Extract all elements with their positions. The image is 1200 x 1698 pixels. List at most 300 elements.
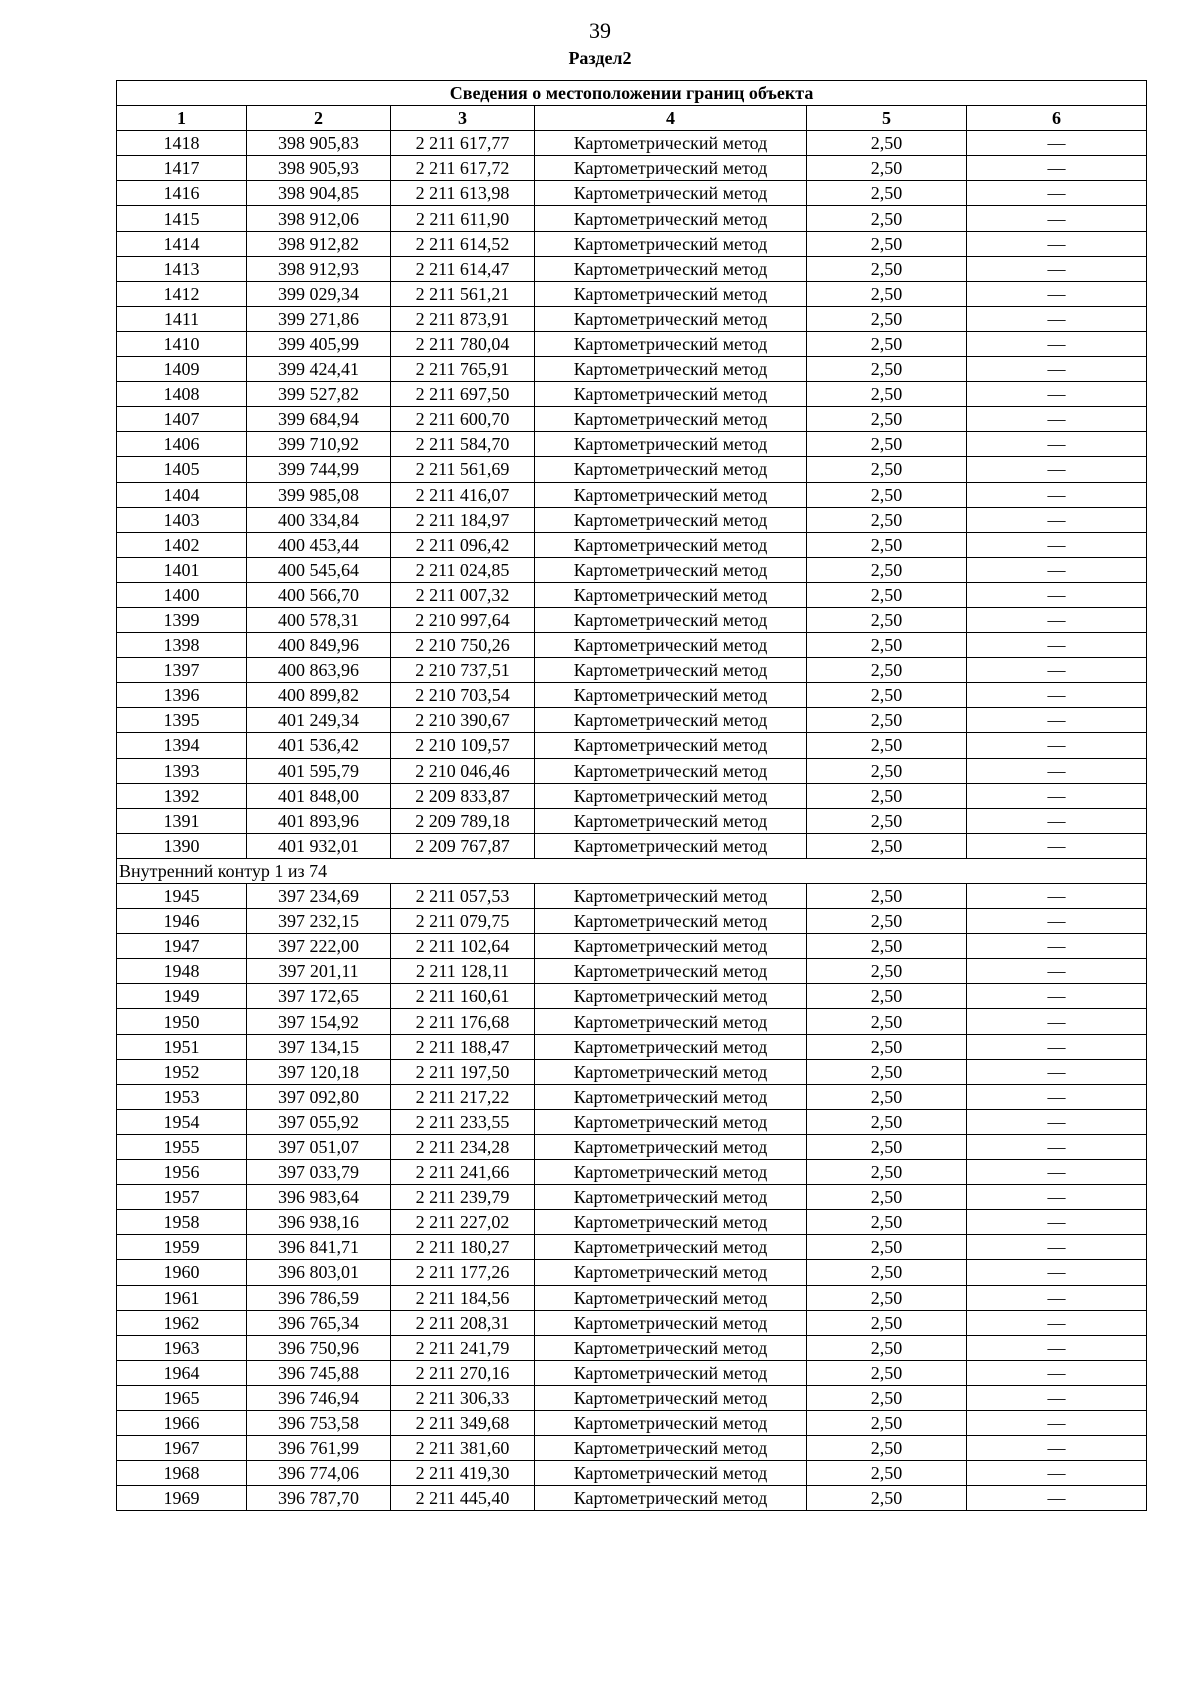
- point-number-cell: 1414: [117, 231, 247, 256]
- point-number-cell: 1964: [117, 1360, 247, 1385]
- x-coordinate-cell: 397 234,69: [247, 884, 391, 909]
- accuracy-cell: 2,50: [807, 407, 967, 432]
- description-cell: —: [967, 1410, 1147, 1435]
- accuracy-cell: 2,50: [807, 708, 967, 733]
- section-title: Раздел2: [568, 48, 632, 68]
- x-coordinate-cell: 401 536,42: [247, 733, 391, 758]
- method-cell: Картометрический метод: [535, 256, 807, 281]
- method-cell: Картометрический метод: [535, 959, 807, 984]
- point-number-cell: 1963: [117, 1335, 247, 1360]
- method-cell: Картометрический метод: [535, 331, 807, 356]
- accuracy-cell: 2,50: [807, 783, 967, 808]
- table-row: [117, 733, 1147, 758]
- description-cell: —: [967, 281, 1147, 306]
- y-coordinate-cell: 2 211 176,68: [391, 1009, 535, 1034]
- description-cell: —: [967, 1009, 1147, 1034]
- y-coordinate-cell: 2 211 227,02: [391, 1210, 535, 1235]
- description-cell: —: [967, 507, 1147, 532]
- accuracy-cell: 2,50: [807, 457, 967, 482]
- point-number-cell: 1397: [117, 658, 247, 683]
- point-number-cell: 1403: [117, 507, 247, 532]
- y-coordinate-cell: 2 211 584,70: [391, 432, 535, 457]
- description-cell: —: [967, 206, 1147, 231]
- description-cell: —: [967, 884, 1147, 909]
- accuracy-cell: 2,50: [807, 1059, 967, 1084]
- method-cell: Картометрический метод: [535, 708, 807, 733]
- accuracy-cell: 2,50: [807, 507, 967, 532]
- y-coordinate-cell: 2 211 096,42: [391, 532, 535, 557]
- accuracy-cell: 2,50: [807, 733, 967, 758]
- y-coordinate-cell: 2 211 617,72: [391, 156, 535, 181]
- x-coordinate-cell: 396 750,96: [247, 1335, 391, 1360]
- point-number-cell: 1959: [117, 1235, 247, 1260]
- method-cell: Картометрический метод: [535, 181, 807, 206]
- accuracy-cell: 2,50: [807, 833, 967, 858]
- method-cell: Картометрический метод: [535, 683, 807, 708]
- y-coordinate-cell: 2 210 997,64: [391, 607, 535, 632]
- y-coordinate-cell: 2 211 177,26: [391, 1260, 535, 1285]
- table-row: [117, 1335, 1147, 1360]
- accuracy-cell: 2,50: [807, 281, 967, 306]
- table-row: [117, 658, 1147, 683]
- description-cell: —: [967, 1285, 1147, 1310]
- x-coordinate-cell: 399 684,94: [247, 407, 391, 432]
- accuracy-cell: 2,50: [807, 984, 967, 1009]
- y-coordinate-cell: 2 210 046,46: [391, 758, 535, 783]
- description-cell: —: [967, 1034, 1147, 1059]
- table-row: [117, 1260, 1147, 1285]
- x-coordinate-cell: 397 120,18: [247, 1059, 391, 1084]
- table-row: [117, 607, 1147, 632]
- method-cell: Картометрический метод: [535, 984, 807, 1009]
- column-header: 5: [807, 106, 967, 131]
- point-number-cell: 1947: [117, 934, 247, 959]
- description-cell: —: [967, 1385, 1147, 1410]
- contour-label-row: [117, 858, 1147, 883]
- point-number-cell: 1390: [117, 833, 247, 858]
- method-cell: Картометрический метод: [535, 1185, 807, 1210]
- table-row: [117, 758, 1147, 783]
- method-cell: Картометрический метод: [535, 1285, 807, 1310]
- y-coordinate-cell: 2 211 241,66: [391, 1160, 535, 1185]
- description-cell: —: [967, 833, 1147, 858]
- description-cell: —: [967, 1185, 1147, 1210]
- description-cell: —: [967, 407, 1147, 432]
- point-number-cell: 1950: [117, 1009, 247, 1034]
- accuracy-cell: 2,50: [807, 959, 967, 984]
- x-coordinate-cell: 397 154,92: [247, 1009, 391, 1034]
- x-coordinate-cell: 401 848,00: [247, 783, 391, 808]
- point-number-cell: 1968: [117, 1461, 247, 1486]
- method-cell: Картометрический метод: [535, 1486, 807, 1511]
- y-coordinate-cell: 2 211 188,47: [391, 1034, 535, 1059]
- x-coordinate-cell: 396 841,71: [247, 1235, 391, 1260]
- table-row: [117, 934, 1147, 959]
- x-coordinate-cell: 400 334,84: [247, 507, 391, 532]
- method-cell: Картометрический метод: [535, 582, 807, 607]
- method-cell: Картометрический метод: [535, 909, 807, 934]
- table-row: [117, 1310, 1147, 1335]
- accuracy-cell: 2,50: [807, 1084, 967, 1109]
- point-number-cell: 1957: [117, 1185, 247, 1210]
- x-coordinate-cell: 398 912,93: [247, 256, 391, 281]
- table-row: [117, 357, 1147, 382]
- y-coordinate-cell: 2 211 197,50: [391, 1059, 535, 1084]
- column-header: 6: [967, 106, 1147, 131]
- point-number-cell: 1962: [117, 1310, 247, 1335]
- table-row: [117, 331, 1147, 356]
- y-coordinate-cell: 2 211 234,28: [391, 1134, 535, 1159]
- boundary-coordinates-table: [116, 80, 1147, 1511]
- x-coordinate-cell: 401 595,79: [247, 758, 391, 783]
- x-coordinate-cell: 399 527,82: [247, 382, 391, 407]
- x-coordinate-cell: 399 271,86: [247, 306, 391, 331]
- method-cell: Картометрический метод: [535, 231, 807, 256]
- x-coordinate-cell: 401 932,01: [247, 833, 391, 858]
- y-coordinate-cell: 2 211 270,16: [391, 1360, 535, 1385]
- table-row: [117, 557, 1147, 582]
- accuracy-cell: 2,50: [807, 683, 967, 708]
- point-number-cell: 1413: [117, 256, 247, 281]
- description-cell: —: [967, 1436, 1147, 1461]
- accuracy-cell: 2,50: [807, 884, 967, 909]
- description-cell: —: [967, 557, 1147, 582]
- x-coordinate-cell: 400 899,82: [247, 683, 391, 708]
- description-cell: —: [967, 1310, 1147, 1335]
- x-coordinate-cell: 396 774,06: [247, 1461, 391, 1486]
- point-number-cell: 1956: [117, 1160, 247, 1185]
- x-coordinate-cell: 397 232,15: [247, 909, 391, 934]
- point-number-cell: 1960: [117, 1260, 247, 1285]
- y-coordinate-cell: 2 211 239,79: [391, 1185, 535, 1210]
- point-number-cell: 1966: [117, 1410, 247, 1435]
- description-cell: —: [967, 331, 1147, 356]
- y-coordinate-cell: 2 211 233,55: [391, 1109, 535, 1134]
- method-cell: Картометрический метод: [535, 557, 807, 582]
- point-number-cell: 1407: [117, 407, 247, 432]
- method-cell: Картометрический метод: [535, 1009, 807, 1034]
- accuracy-cell: 2,50: [807, 181, 967, 206]
- accuracy-cell: 2,50: [807, 909, 967, 934]
- method-cell: Картометрический метод: [535, 658, 807, 683]
- y-coordinate-cell: 2 211 419,30: [391, 1461, 535, 1486]
- table-row: [117, 808, 1147, 833]
- description-cell: —: [967, 783, 1147, 808]
- x-coordinate-cell: 398 904,85: [247, 181, 391, 206]
- accuracy-cell: 2,50: [807, 1335, 967, 1360]
- point-number-cell: 1400: [117, 582, 247, 607]
- accuracy-cell: 2,50: [807, 1285, 967, 1310]
- x-coordinate-cell: 396 938,16: [247, 1210, 391, 1235]
- accuracy-cell: 2,50: [807, 1410, 967, 1435]
- method-cell: Картометрический метод: [535, 281, 807, 306]
- description-cell: —: [967, 1160, 1147, 1185]
- description-cell: —: [967, 708, 1147, 733]
- accuracy-cell: 2,50: [807, 1160, 967, 1185]
- description-cell: —: [967, 909, 1147, 934]
- table-row: [117, 256, 1147, 281]
- column-header: 4: [535, 106, 807, 131]
- point-number-cell: 1408: [117, 382, 247, 407]
- accuracy-cell: 2,50: [807, 633, 967, 658]
- method-cell: Картометрический метод: [535, 1109, 807, 1134]
- method-cell: Картометрический метод: [535, 808, 807, 833]
- method-cell: Картометрический метод: [535, 1059, 807, 1084]
- description-cell: —: [967, 1210, 1147, 1235]
- description-cell: —: [967, 1486, 1147, 1511]
- point-number-cell: 1945: [117, 884, 247, 909]
- point-number-cell: 1949: [117, 984, 247, 1009]
- accuracy-cell: 2,50: [807, 306, 967, 331]
- description-cell: —: [967, 607, 1147, 632]
- table-row: [117, 1109, 1147, 1134]
- table-row: [117, 783, 1147, 808]
- accuracy-cell: 2,50: [807, 758, 967, 783]
- description-cell: —: [967, 683, 1147, 708]
- x-coordinate-cell: 399 405,99: [247, 331, 391, 356]
- method-cell: Картометрический метод: [535, 1260, 807, 1285]
- y-coordinate-cell: 2 211 445,40: [391, 1486, 535, 1511]
- x-coordinate-cell: 396 786,59: [247, 1285, 391, 1310]
- x-coordinate-cell: 399 710,92: [247, 432, 391, 457]
- y-coordinate-cell: 2 211 561,69: [391, 457, 535, 482]
- description-cell: —: [967, 357, 1147, 382]
- table-row: [117, 984, 1147, 1009]
- description-cell: —: [967, 382, 1147, 407]
- point-number-cell: 1954: [117, 1109, 247, 1134]
- y-coordinate-cell: 2 210 703,54: [391, 683, 535, 708]
- table-body: [117, 131, 1147, 1511]
- description-cell: —: [967, 457, 1147, 482]
- y-coordinate-cell: 2 211 024,85: [391, 557, 535, 582]
- description-cell: —: [967, 582, 1147, 607]
- method-cell: Картометрический метод: [535, 206, 807, 231]
- point-number-cell: 1418: [117, 131, 247, 156]
- point-number-cell: 1395: [117, 708, 247, 733]
- y-coordinate-cell: 2 210 109,57: [391, 733, 535, 758]
- method-cell: Картометрический метод: [535, 1084, 807, 1109]
- y-coordinate-cell: 2 211 057,53: [391, 884, 535, 909]
- description-cell: —: [967, 1235, 1147, 1260]
- y-coordinate-cell: 2 211 611,90: [391, 206, 535, 231]
- method-cell: Картометрический метод: [535, 1461, 807, 1486]
- method-cell: Картометрический метод: [535, 131, 807, 156]
- x-coordinate-cell: 399 985,08: [247, 482, 391, 507]
- y-coordinate-cell: 2 211 614,47: [391, 256, 535, 281]
- y-coordinate-cell: 2 209 767,87: [391, 833, 535, 858]
- accuracy-cell: 2,50: [807, 1210, 967, 1235]
- table-row: [117, 532, 1147, 557]
- method-cell: Картометрический метод: [535, 482, 807, 507]
- page-number: 39: [589, 18, 611, 43]
- method-cell: Картометрический метод: [535, 758, 807, 783]
- column-header: 3: [391, 106, 535, 131]
- method-cell: Картометрический метод: [535, 934, 807, 959]
- accuracy-cell: 2,50: [807, 1235, 967, 1260]
- x-coordinate-cell: 401 249,34: [247, 708, 391, 733]
- method-cell: Картометрический метод: [535, 432, 807, 457]
- x-coordinate-cell: 396 765,34: [247, 1310, 391, 1335]
- point-number-cell: 1410: [117, 331, 247, 356]
- accuracy-cell: 2,50: [807, 156, 967, 181]
- description-cell: —: [967, 1461, 1147, 1486]
- y-coordinate-cell: 2 211 184,56: [391, 1285, 535, 1310]
- table-row: [117, 959, 1147, 984]
- accuracy-cell: 2,50: [807, 331, 967, 356]
- table-row: [117, 633, 1147, 658]
- description-cell: —: [967, 633, 1147, 658]
- description-cell: —: [967, 758, 1147, 783]
- y-coordinate-cell: 2 211 208,31: [391, 1310, 535, 1335]
- table-row: [117, 407, 1147, 432]
- accuracy-cell: 2,50: [807, 1109, 967, 1134]
- point-number-cell: 1952: [117, 1059, 247, 1084]
- method-cell: Картометрический метод: [535, 733, 807, 758]
- table-row: [117, 909, 1147, 934]
- table-row: [117, 306, 1147, 331]
- accuracy-cell: 2,50: [807, 231, 967, 256]
- accuracy-cell: 2,50: [807, 382, 967, 407]
- x-coordinate-cell: 396 746,94: [247, 1385, 391, 1410]
- table-row: [117, 432, 1147, 457]
- column-header: 2: [247, 106, 391, 131]
- point-number-cell: 1398: [117, 633, 247, 658]
- method-cell: Картометрический метод: [535, 382, 807, 407]
- accuracy-cell: 2,50: [807, 432, 967, 457]
- method-cell: Картометрический метод: [535, 1034, 807, 1059]
- y-coordinate-cell: 2 211 007,32: [391, 582, 535, 607]
- method-cell: Картометрический метод: [535, 1335, 807, 1360]
- table-row: [117, 156, 1147, 181]
- table-row: [117, 131, 1147, 156]
- y-coordinate-cell: 2 211 600,70: [391, 407, 535, 432]
- table-row: [117, 281, 1147, 306]
- description-cell: —: [967, 658, 1147, 683]
- point-number-cell: 1967: [117, 1436, 247, 1461]
- table-title-row: [117, 81, 1147, 106]
- y-coordinate-cell: 2 211 160,61: [391, 984, 535, 1009]
- method-cell: Картометрический метод: [535, 507, 807, 532]
- x-coordinate-cell: 396 753,58: [247, 1410, 391, 1435]
- x-coordinate-cell: 397 051,07: [247, 1134, 391, 1159]
- accuracy-cell: 2,50: [807, 482, 967, 507]
- accuracy-cell: 2,50: [807, 256, 967, 281]
- description-cell: —: [967, 131, 1147, 156]
- point-number-cell: 1951: [117, 1034, 247, 1059]
- table-row: [117, 1285, 1147, 1310]
- y-coordinate-cell: 2 210 737,51: [391, 658, 535, 683]
- point-number-cell: 1416: [117, 181, 247, 206]
- accuracy-cell: 2,50: [807, 1260, 967, 1285]
- point-number-cell: 1396: [117, 683, 247, 708]
- point-number-cell: 1405: [117, 457, 247, 482]
- point-number-cell: 1961: [117, 1285, 247, 1310]
- table-row: [117, 382, 1147, 407]
- y-coordinate-cell: 2 211 614,52: [391, 231, 535, 256]
- description-cell: —: [967, 1109, 1147, 1134]
- x-coordinate-cell: 400 566,70: [247, 582, 391, 607]
- x-coordinate-cell: 396 761,99: [247, 1436, 391, 1461]
- accuracy-cell: 2,50: [807, 1385, 967, 1410]
- point-number-cell: 1415: [117, 206, 247, 231]
- point-number-cell: 1411: [117, 306, 247, 331]
- table-row: [117, 582, 1147, 607]
- accuracy-cell: 2,50: [807, 1436, 967, 1461]
- description-cell: —: [967, 231, 1147, 256]
- description-cell: —: [967, 959, 1147, 984]
- y-coordinate-cell: 2 210 390,67: [391, 708, 535, 733]
- method-cell: Картометрический метод: [535, 1210, 807, 1235]
- method-cell: Картометрический метод: [535, 1436, 807, 1461]
- method-cell: Картометрический метод: [535, 1310, 807, 1335]
- y-coordinate-cell: 2 211 079,75: [391, 909, 535, 934]
- description-cell: —: [967, 482, 1147, 507]
- method-cell: Картометрический метод: [535, 1410, 807, 1435]
- y-coordinate-cell: 2 211 561,21: [391, 281, 535, 306]
- column-header: 1: [117, 106, 247, 131]
- x-coordinate-cell: 396 983,64: [247, 1185, 391, 1210]
- description-cell: —: [967, 1360, 1147, 1385]
- description-cell: —: [967, 1260, 1147, 1285]
- y-coordinate-cell: 2 211 780,04: [391, 331, 535, 356]
- point-number-cell: 1391: [117, 808, 247, 833]
- point-number-cell: 1946: [117, 909, 247, 934]
- method-cell: Картометрический метод: [535, 1385, 807, 1410]
- y-coordinate-cell: 2 211 184,97: [391, 507, 535, 532]
- accuracy-cell: 2,50: [807, 808, 967, 833]
- method-cell: Картометрический метод: [535, 306, 807, 331]
- point-number-cell: 1394: [117, 733, 247, 758]
- y-coordinate-cell: 2 211 765,91: [391, 357, 535, 382]
- y-coordinate-cell: 2 211 381,60: [391, 1436, 535, 1461]
- description-cell: —: [967, 1134, 1147, 1159]
- x-coordinate-cell: 399 744,99: [247, 457, 391, 482]
- description-cell: —: [967, 1084, 1147, 1109]
- table-row: [117, 1461, 1147, 1486]
- accuracy-cell: 2,50: [807, 557, 967, 582]
- description-cell: —: [967, 1335, 1147, 1360]
- x-coordinate-cell: 400 545,64: [247, 557, 391, 582]
- x-coordinate-cell: 399 424,41: [247, 357, 391, 382]
- table-row: [117, 231, 1147, 256]
- x-coordinate-cell: 397 222,00: [247, 934, 391, 959]
- table-row: [117, 181, 1147, 206]
- description-cell: —: [967, 532, 1147, 557]
- y-coordinate-cell: 2 209 833,87: [391, 783, 535, 808]
- accuracy-cell: 2,50: [807, 1009, 967, 1034]
- point-number-cell: 1392: [117, 783, 247, 808]
- accuracy-cell: 2,50: [807, 658, 967, 683]
- point-number-cell: 1409: [117, 357, 247, 382]
- table-row: [117, 482, 1147, 507]
- point-number-cell: 1953: [117, 1084, 247, 1109]
- method-cell: Картометрический метод: [535, 407, 807, 432]
- point-number-cell: 1406: [117, 432, 247, 457]
- y-coordinate-cell: 2 210 750,26: [391, 633, 535, 658]
- column-header-row: [117, 106, 1147, 131]
- description-cell: —: [967, 256, 1147, 281]
- table-row: [117, 1059, 1147, 1084]
- point-number-cell: 1402: [117, 532, 247, 557]
- y-coordinate-cell: 2 211 349,68: [391, 1410, 535, 1435]
- method-cell: Картометрический метод: [535, 1235, 807, 1260]
- accuracy-cell: 2,50: [807, 1034, 967, 1059]
- method-cell: Картометрический метод: [535, 833, 807, 858]
- accuracy-cell: 2,50: [807, 357, 967, 382]
- table-row: [117, 1385, 1147, 1410]
- x-coordinate-cell: 397 134,15: [247, 1034, 391, 1059]
- table-row: [117, 1210, 1147, 1235]
